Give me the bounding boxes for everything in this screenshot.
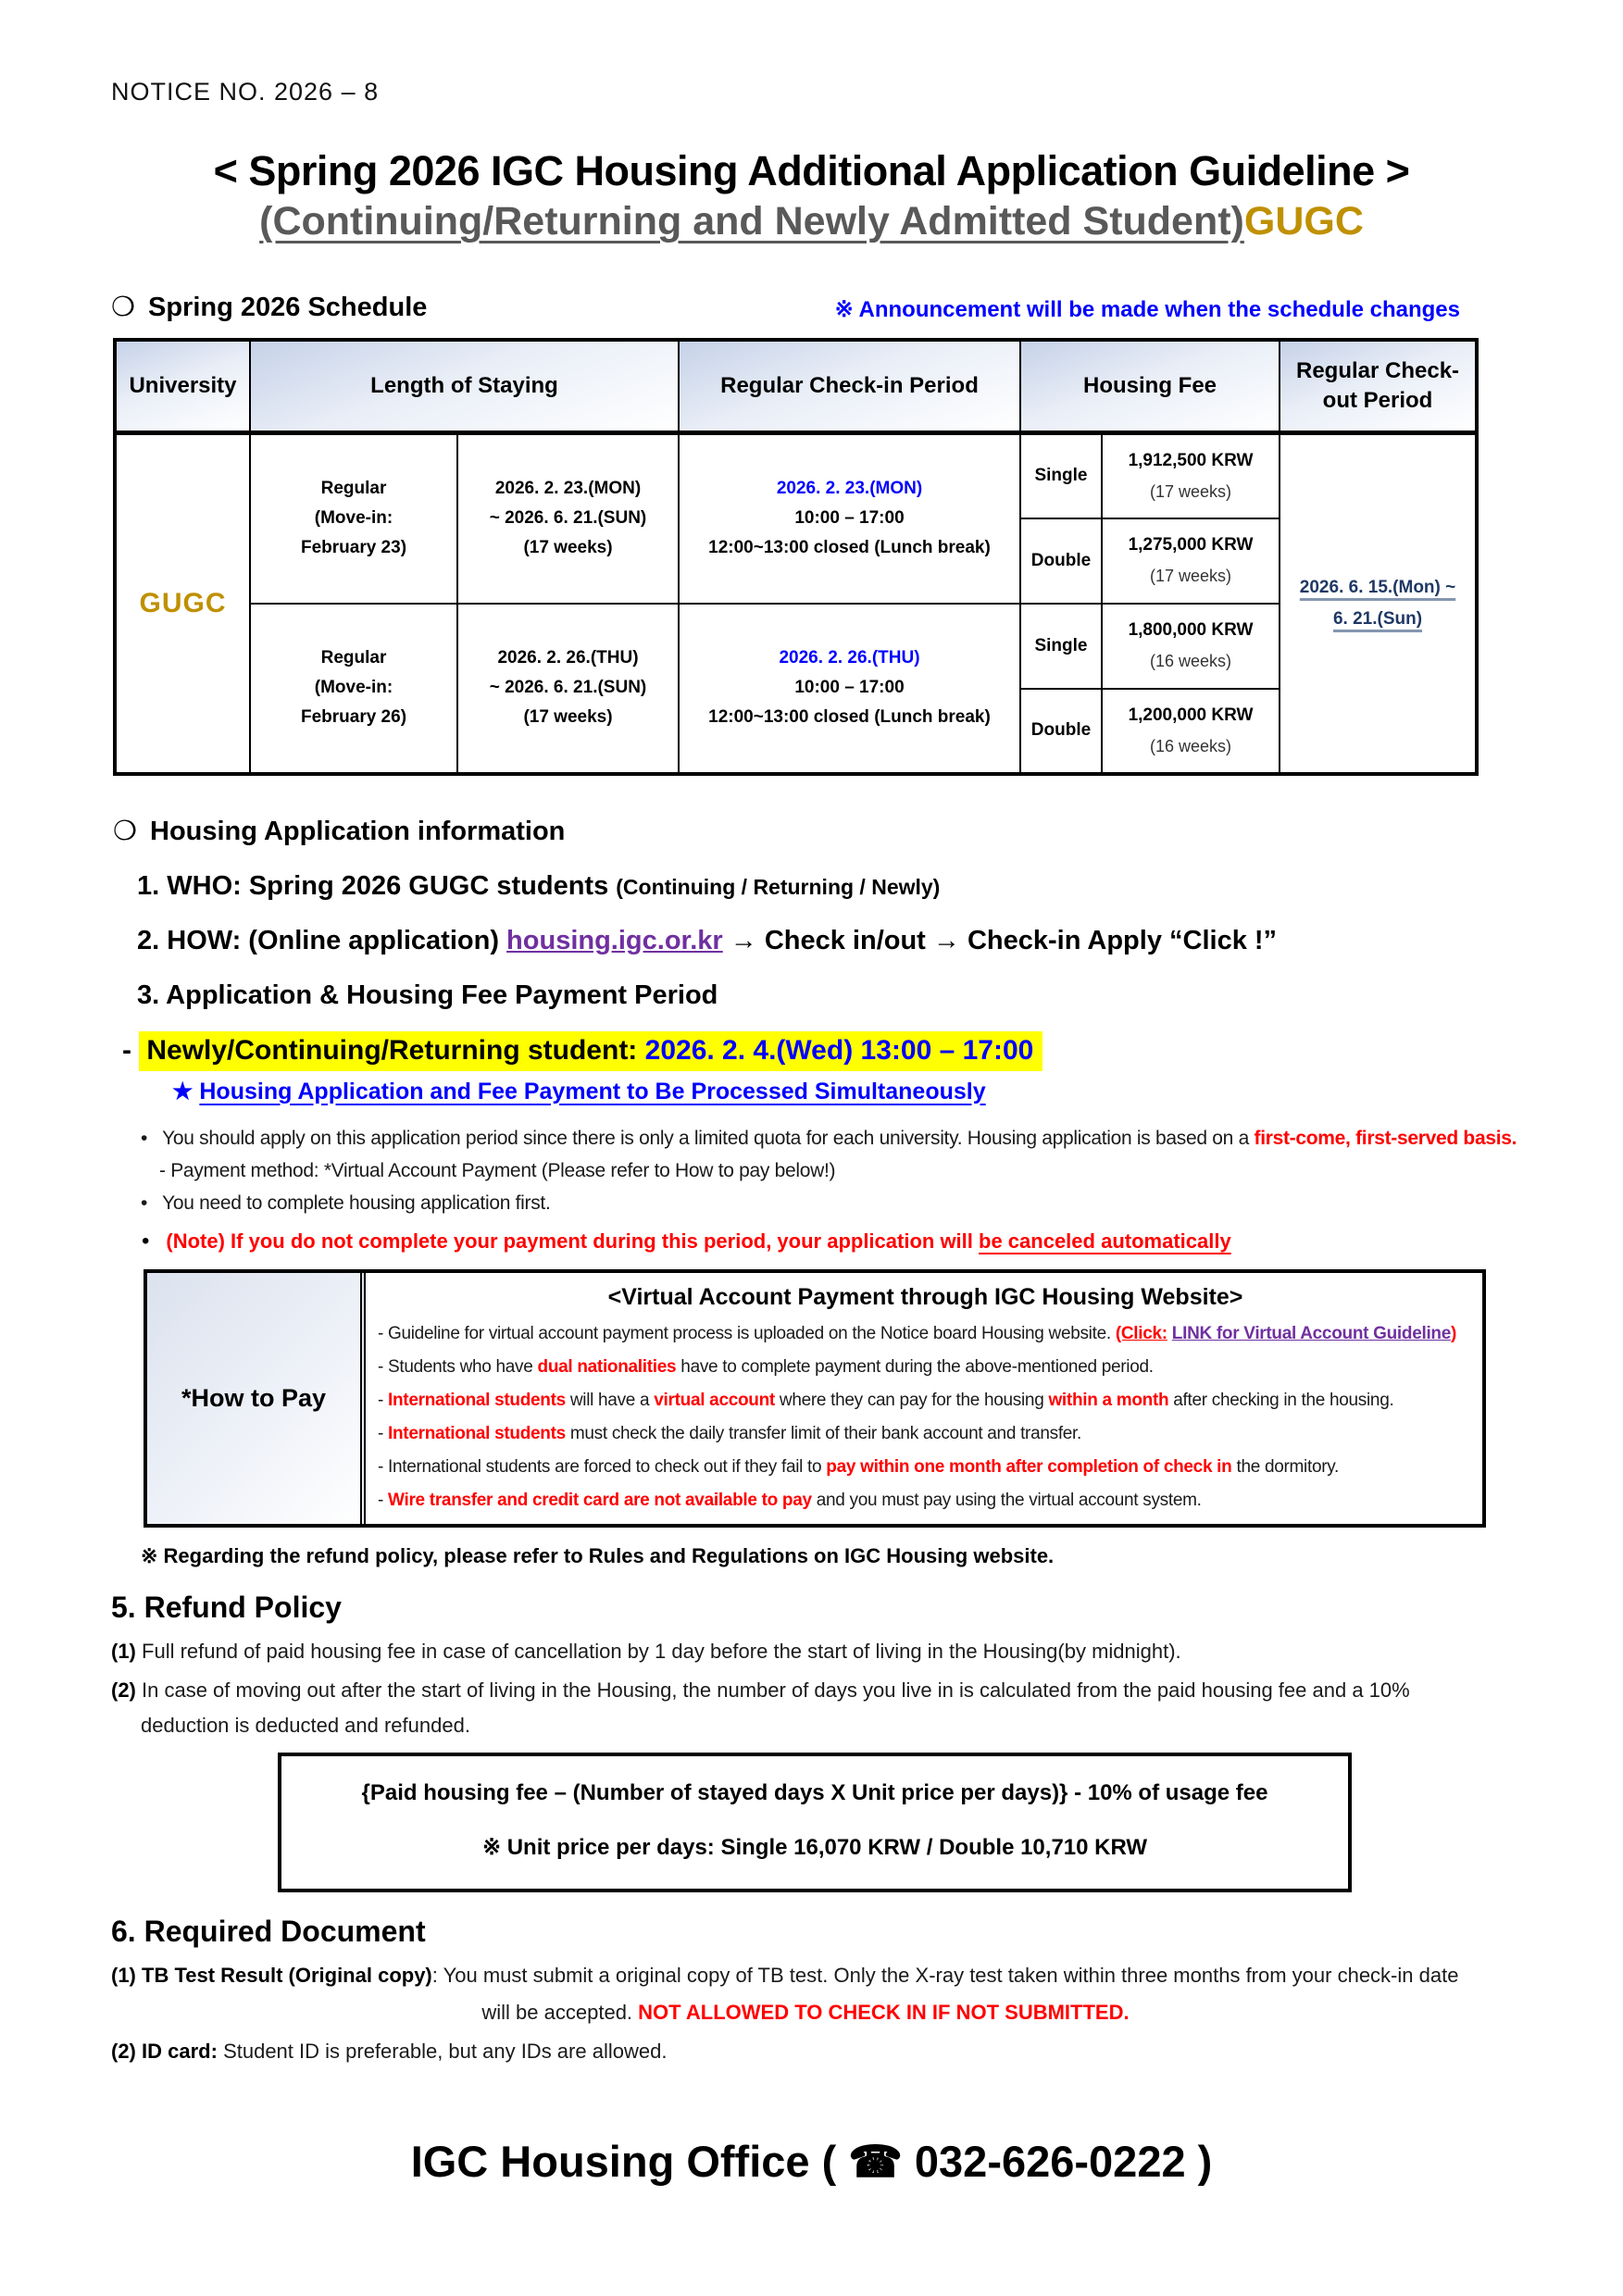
not-allowed-warning: NOT ALLOWED TO CHECK IN IF NOT SUBMITTED.	[638, 2000, 1130, 2024]
how-to-pay-body	[366, 1273, 1482, 1524]
item-payment-period-text: Application & Housing Fee Payment Period	[166, 980, 718, 1010]
subtitle-gugc: GUGC	[1243, 199, 1364, 243]
housing-office-footer: IGC Housing Office ( ☎ 032-626-0222 )	[410, 2136, 1213, 2186]
application-heading-label: Housing Application information	[150, 816, 566, 846]
intl-students-red: International students	[388, 1423, 566, 1443]
university-cell: GUGC	[115, 433, 250, 774]
schedule-heading-label: Spring 2026 Schedule	[148, 293, 428, 322]
stay-dates-cell	[457, 433, 679, 604]
guideline-text: - Guideline for virtual account payment process is uploaded on the Notice board Housing website.	[378, 1323, 1111, 1343]
stay-dates-line: (17 weeks)	[523, 538, 613, 558]
notice-number: NOTICE NO. 2026 – 8	[111, 78, 380, 106]
highlight-label: Newly/Continuing/Returning student:	[146, 1034, 638, 1066]
item-who-text: WHO: Spring 2026 GUGC students	[167, 870, 609, 901]
paren-close: )	[1451, 1323, 1457, 1343]
highlight-datetime: 2026. 2. 4.(Wed) 13:00 – 17:00	[644, 1034, 1034, 1066]
fee-cell	[1102, 433, 1280, 518]
stay-label-line: Regular	[320, 479, 387, 499]
refund-policy-heading: 5. Refund Policy	[111, 1590, 342, 1624]
housing-website-link[interactable]: housing.igc.or.kr	[506, 925, 723, 955]
dash: -	[378, 1390, 384, 1410]
fee-cell	[1102, 518, 1280, 604]
stay-dates-line: ~ 2026. 6. 21.(SUN)	[489, 508, 647, 529]
pay-line-virtual-account	[378, 1391, 1473, 1411]
stay-label-line: (Move-in:	[314, 678, 393, 698]
required-doc-2	[111, 2040, 1623, 2064]
simultaneous-note	[172, 1078, 1623, 1105]
va-post: after checking in the housing.	[1173, 1390, 1394, 1410]
fee-amount: 1,800,000 KRW	[1128, 620, 1254, 640]
checkout-line: 6. 21.(Sun)	[1332, 608, 1423, 629]
schedule-table	[113, 338, 1479, 776]
required-document-heading: 6. Required Document	[111, 1914, 426, 1948]
checkout-period-cell	[1280, 433, 1477, 774]
col-header-checkin-period: Regular Check-in Period	[679, 340, 1020, 433]
refund-formula: {Paid housing fee – (Number of stayed days X Unit price per days)} - 10% of usage fee	[361, 1779, 1268, 1805]
room-type-cell: Double	[1020, 689, 1102, 774]
checkin-period-cell	[679, 433, 1020, 604]
first-come-note: first-come, first-served basis.	[1254, 1127, 1517, 1149]
virtual-account-title: <Virtual Account Payment through IGC Housing Website>	[607, 1283, 1243, 1310]
checkout-line: 2026. 6. 15.(Mon) ~	[1299, 577, 1456, 597]
refund-point-1-text: Full refund of paid housing fee in case of cancellation by 1 day before the start of living in the Housing(by midnight).	[142, 1639, 1181, 1663]
cancel-warning-line	[142, 1229, 1623, 1254]
forced-pre: - International students are forced to check out if they fail to	[378, 1456, 822, 1477]
stay-label-line: February 23)	[300, 538, 407, 558]
tb-test-cont: will be accepted.	[481, 2000, 633, 2024]
fee-weeks: (17 weeks)	[1149, 481, 1232, 501]
refund-point-1	[111, 1640, 1623, 1664]
simultaneous-note-text: Housing Application and Fee Payment to Be Processed Simultaneously	[199, 1078, 986, 1104]
intl-students-red: International students	[388, 1390, 566, 1410]
how-to-pay-label: *How to Pay	[147, 1273, 366, 1524]
col-header-housing-fee: Housing Fee	[1020, 340, 1280, 433]
refund-formula-box	[278, 1753, 1352, 1892]
within-month-red: within a month	[1048, 1390, 1169, 1410]
virtual-account-guideline-link[interactable]: LINK for Virtual Account Guideline	[1171, 1323, 1451, 1343]
pay-line-dual-nationality	[378, 1357, 1473, 1378]
pay-line-guideline	[378, 1324, 1473, 1344]
id-card-text: Student ID is preferable, but any IDs are allowed.	[223, 2039, 668, 2063]
fee-amount: 1,200,000 KRW	[1128, 705, 1254, 725]
item-how-steps: → Check in/out → Check-in Apply “Click !”	[730, 925, 1278, 955]
star-icon: ★	[172, 1078, 194, 1104]
item-number: 3.	[137, 980, 160, 1010]
table-row	[115, 433, 1477, 518]
page-subtitle	[0, 199, 1623, 244]
col-header-length-of-staying: Length of Staying	[250, 340, 679, 433]
dual-red: dual nationalities	[537, 1356, 677, 1377]
stay-label-cell	[250, 604, 457, 774]
stay-dates-cell	[457, 604, 679, 774]
circle-bullet-icon: ❍	[111, 293, 135, 322]
dual-pre: - Students who have	[378, 1356, 533, 1377]
bullet-icon: •	[142, 1228, 150, 1254]
bullet-complete-text: You need to complete housing application first.	[162, 1192, 551, 1214]
checkin-lunch-note: 12:00~13:00 closed (Lunch break)	[708, 706, 991, 727]
item-how	[137, 926, 1623, 956]
stay-dates-line: 2026. 2. 23.(MON)	[494, 479, 642, 499]
unit-price-note: ※ Unit price per days: Single 16,070 KRW / Double 10,710 KRW	[481, 1834, 1148, 1860]
item-number: 2.	[137, 925, 160, 955]
payment-period-highlight-line	[122, 1035, 1623, 1067]
dual-post: have to complete payment during the above-mentioned period.	[680, 1356, 1154, 1377]
point-number: (1)	[111, 1639, 136, 1663]
dash: -	[378, 1490, 384, 1510]
fee-weeks: (16 weeks)	[1149, 736, 1232, 755]
schedule-heading	[111, 291, 427, 323]
col-header-university: University	[115, 340, 250, 433]
stay-label-line: Regular	[320, 648, 387, 668]
col-header-checkout-period: Regular Check-out Period	[1280, 340, 1477, 433]
checkin-time: 10:00 – 17:00	[794, 678, 905, 698]
point-number: (1)	[111, 1963, 136, 1987]
item-payment-period	[137, 980, 1623, 1011]
table-row	[115, 604, 1477, 689]
refund-point-2-continued: deduction is deducted and refunded.	[141, 1713, 470, 1737]
cancel-warning-underlined: be canceled automatically	[979, 1229, 1231, 1253]
bullet-icon: •	[141, 1127, 148, 1149]
checkin-period-cell	[679, 604, 1020, 774]
page-title: < Spring 2026 IGC Housing Additional Application Guideline >	[213, 147, 1410, 194]
bullet-apply-period	[141, 1128, 1623, 1150]
checkin-date: 2026. 2. 23.(MON)	[776, 479, 923, 499]
va-mid1: will have a	[569, 1390, 650, 1410]
limit-post: must check the daily transfer limit of their bank account and transfer.	[569, 1423, 1082, 1443]
dash: -	[122, 1034, 131, 1066]
pay-line-transfer-limit	[378, 1424, 1473, 1444]
fee-cell	[1102, 604, 1280, 689]
application-info-heading	[113, 815, 1623, 847]
checkin-time: 10:00 – 17:00	[794, 508, 905, 529]
fee-weeks: (16 weeks)	[1149, 652, 1232, 670]
dash: -	[378, 1423, 384, 1443]
required-doc-1	[111, 1964, 1623, 1988]
click-label: (Click:	[1115, 1323, 1167, 1343]
stay-label-line: February 26)	[300, 706, 407, 727]
va-mid2: where they can pay for the housing	[779, 1390, 1044, 1410]
fee-weeks: (17 weeks)	[1149, 567, 1232, 585]
refund-point-2-text: In case of moving out after the start of living in the Housing, the number of days you live in is calculated from the paid housing fee and a 10%	[142, 1678, 1410, 1702]
cancel-warning-text: (Note) If you do not complete your payment during this period, your application will	[166, 1229, 973, 1253]
tb-test-text: : You must submit a original copy of TB test. Only the X-ray test taken within three months from your check-in date	[431, 1963, 1459, 1987]
stay-label-line: (Move-in:	[314, 508, 393, 529]
stay-dates-line: 2026. 2. 26.(THU)	[497, 648, 639, 668]
how-to-pay-box	[144, 1269, 1486, 1528]
forced-post: the dormitory.	[1236, 1456, 1340, 1477]
schedule-table-header-row	[115, 340, 1477, 433]
item-number: 1.	[137, 870, 160, 901]
point-number: (2)	[111, 1678, 136, 1702]
item-who	[137, 871, 1623, 902]
point-number: (2)	[111, 2039, 136, 2063]
item-how-text: HOW: (Online application)	[167, 925, 499, 955]
refund-reference-note: ※ Regarding the refund policy, please refer to Rules and Regulations on IGC Housing website.	[141, 1543, 1055, 1567]
virtual-account-red: virtual account	[654, 1390, 775, 1410]
item-who-paren: (Continuing / Returning / Newly)	[616, 874, 941, 899]
checkin-lunch-note: 12:00~13:00 closed (Lunch break)	[708, 538, 991, 558]
fee-amount: 1,275,000 KRW	[1128, 535, 1254, 555]
highlighted-period	[139, 1031, 1042, 1071]
refund-point-2	[111, 1678, 1623, 1703]
room-type-cell: Double	[1020, 518, 1102, 604]
bullet-apply-text: You should apply on this application period since there is only a limited quota for each university. Housing application is based on a	[162, 1127, 1249, 1149]
pay-line-forced-checkout	[378, 1457, 1473, 1478]
wire-transfer-red: Wire transfer and credit card are not available to pay	[388, 1490, 812, 1510]
subtitle-text: (Continuing/Returning and Newly Admitted Student)	[259, 199, 1244, 243]
wire-post: and you must pay using the virtual account system.	[816, 1490, 1202, 1510]
stay-dates-line: ~ 2026. 6. 21.(SUN)	[489, 678, 647, 698]
checkin-date: 2026. 2. 26.(THU)	[779, 648, 920, 668]
room-type-cell: Single	[1020, 604, 1102, 689]
bullet-complete-first	[141, 1192, 1623, 1215]
tb-test-label: TB Test Result (Original copy)	[142, 1963, 432, 1987]
pay-line-wire-transfer	[378, 1491, 1473, 1511]
required-doc-1-continued	[111, 2001, 1500, 2025]
stay-label-cell	[250, 433, 457, 604]
circle-bullet-icon: ❍	[113, 816, 137, 846]
bullet-icon: •	[141, 1192, 148, 1214]
payment-method-line: - Payment method: *Virtual Account Payment (Please refer to How to pay below!)	[159, 1159, 836, 1181]
schedule-change-note: ※ Announcement will be made when the schedule changes	[834, 297, 1460, 322]
fee-cell	[1102, 689, 1280, 774]
pay-deadline-red: pay within one month after completion of check in	[826, 1456, 1232, 1477]
stay-dates-line: (17 weeks)	[523, 706, 613, 727]
room-type-cell: Single	[1020, 433, 1102, 518]
id-card-label: ID card:	[142, 2039, 218, 2063]
schedule-heading-row	[111, 291, 1460, 323]
fee-amount: 1,912,500 KRW	[1128, 450, 1254, 470]
